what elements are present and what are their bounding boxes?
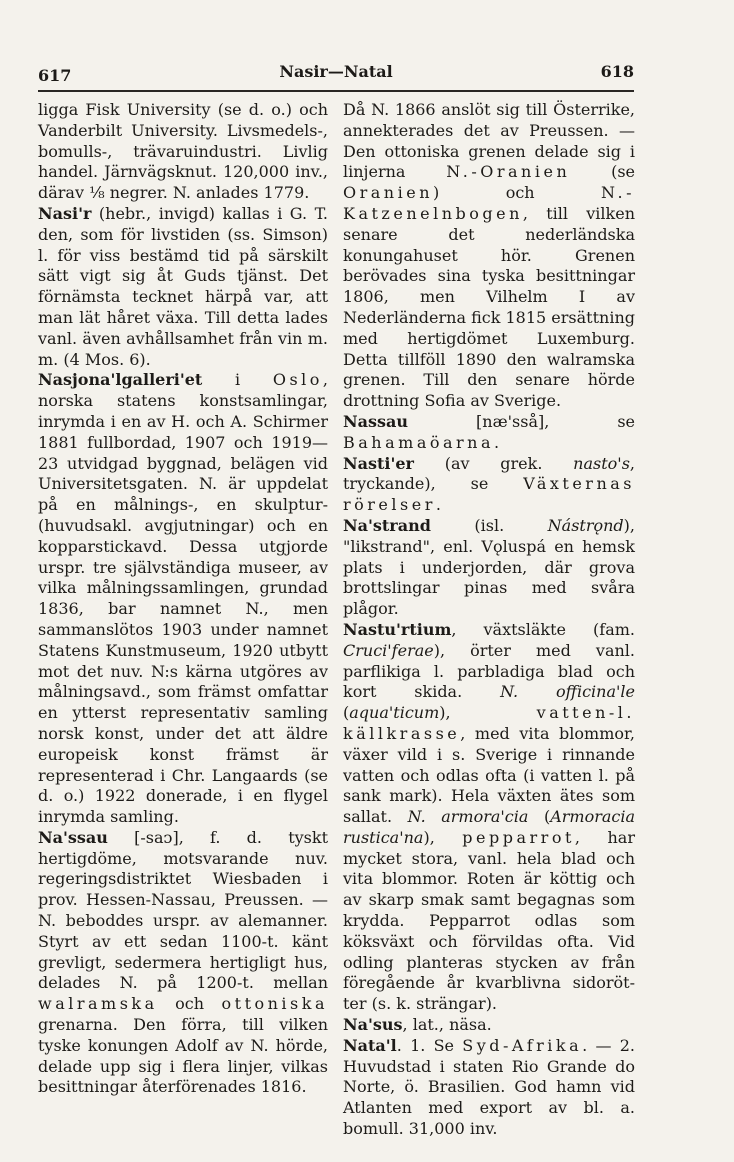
headword: Nastu'rtium [343,619,452,639]
entry-nasus: Na'sus, lat., näsa. [343,1015,492,1035]
headword: Na'ssau [38,827,108,847]
entry-nasturtium: Nastu'rtium, växtsläkte (fam. Cruci'ferae), örter med vanl. parflikiga l. parbladiga blad och kort skida. N. officina'le (aqua'ticum), vatten-l. källkrasse, med vita blommor, växer vild i s. Sverige i rinnande vatten och odlas ofta (i vatten l. på sank mark). Hela växten ätes som sallat. N. armora'cia (Armoracia rustica'na), pepparrot, har mycket stora, vanl. hela blad och vita blommor. Roten är köttig och av skarp smak samt begagnas som krydda. Pepparrot odlas som köksväxt och förvildas ofta. Vid odling planteras stycken av från föregående år kvarblivna sidoröt-ter (s. k. strängar). [343,619,636,1014]
entry-nassau-continued: Då N. 1866 anslöt sig till Österrike, annekterades det av Preussen. — Den ottoniska grenen delade sig i linjerna N.-Oranien (se Oranien) och N.-Katzenelnbogen, till vilken senare det nederländska konungahuset hör. Grenen berövades sina tyska besittningar 1806, men Vilhelm I av Nederländerna fick 1815 ersättning med hertigdömet Luxemburg. Detta tillföll 1890 den walramska grenen. Till den senare hörde drottning Sofia av Sverige. [343,100,635,411]
header-rule [38,90,634,92]
entry-nastrand: Na'strand (isl. Nástrǫnd), "likstrand", enl. Vǫluspá en hemsk plats i underjorden, där grova brottslingar pinas med svåra plågor. [343,515,635,619]
entry-nassau-bahamas: Nassau [næ'sså], se Bahamaöarna. [343,411,635,452]
left-column [38,100,328,1098]
headword: Nasti'er [343,453,414,473]
page-header [38,62,634,92]
headword: Na'strand [343,515,431,535]
running-title: Nasir—Natal [279,62,393,81]
headword: Nasjona'lgalleri'et [38,370,203,390]
entry-natal: Nata'l. 1. Se Syd-Afrika. — 2. Huvudstad i staten Rio Grande do Norte, ö. Brasilien. God hamn vid Atlanten med export av bl. a. bomull. 31,000 inv. [343,1035,635,1139]
entry-nastier: Nasti'er (av grek. nasto's, tryckande), se Växternas rörelser. [343,453,635,515]
page-number-right: 618 [600,62,634,81]
right-column [343,100,635,1140]
entry-nasir: Nasi'r (hebr., invigd) kallas i G. T. den, som för livstiden (ss. Simson) l. för viss bestämd tid på särskilt sätt vigt sig åt Guds tjänst. Det förnämsta tecknet härpå var, att man lät håret växa. Till detta lades vanl. även avhållsamhet från vin m. m. (4 Mos. 6). [38,203,328,369]
entry-nashville-continued: ligga Fisk University (se d. o.) och Vanderbilt University. Livsmedels-, bomulls-, trävaruindustri. Livlig handel. Järnvägsknut. 120,000 inv., därav ⅛ negrer. N. anlades 1779. [38,100,328,203]
entry-nassau: Na'ssau [-saᴐ], f. d. tyskt hertigdöme, motsvarande nuv. regeringsdistriktet Wiesbaden i prov. Hessen-Nassau, Preussen. — N. beboddes urspr. av alemanner. Styrt av ett sedan 1100-t. känt grevligt, sedermera hertigligt hus, delades N. på 1200-t. mellan walramska och ottoniska grenarna. Den förra, till vilken tyske konungen Adolf av N. hörde, delade upp sig i flera linjer, vilkas besittningar återförenades 1816. [38,827,328,1097]
headword: Na'sus [343,1015,403,1035]
headword: Nassau [343,411,409,431]
entry-nasjonalgalleriet: Nasjona'lgalleri'et i Oslo, norska statens konstsamlingar, inrymda i en av H. och A. Schirmer 1881 fullbordad, 1907 och 1919—23 utvidgad byggnad, belägen vid Universitetsgaten. N. är uppdelat på en målnings-, en skulptur- (huvudsakl. avgjutningar) och en kopparstickavd. Dessa utgjorde urspr. tre självständiga museer, av vilka målningssamlingen, grundad 1836, bar namnet N., men sammanslötos 1903 under namnet Statens Kunstmuseum, 1920 utbytt mot det nuv. N:s kärna utgöres av målningsavd., som främst omfattar en ytterst representativ samling norsk konst, under det att äldre europeisk konst främst är representerad i Chr. Langaards (se d. o.) 1922 donerade, i en flygel inrymda samling. [38,370,328,827]
page-number-left: 617 [38,66,72,85]
headword: Nasi'r [38,203,92,223]
headword: Nata'l [343,1035,397,1055]
